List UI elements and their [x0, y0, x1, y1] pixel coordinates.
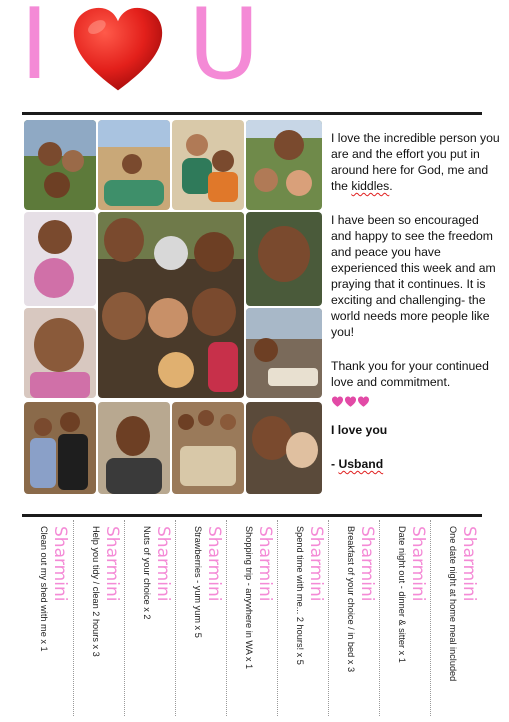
message-paragraph-1: I love the incredible person you are and the effort you put in around here for God, me and the kiddles. — [331, 131, 500, 193]
coupon-text: Help you tidy / clean 2 hours x 3 — [91, 526, 101, 657]
photo-dinner-table — [172, 402, 244, 494]
coupon-name: Sharmini — [357, 526, 377, 602]
signature: - Usband — [331, 457, 384, 471]
coupon-name: Sharmini — [255, 526, 275, 602]
coupon[interactable] — [124, 520, 177, 716]
photo-woman-laughing — [24, 308, 96, 398]
photo-kids-outdoors-wall — [98, 120, 170, 210]
coupon-name: Sharmini — [50, 526, 70, 602]
coupon-text: Breakfast of your choice / in bed x 3 — [346, 526, 356, 673]
sparkling-heart-icon — [331, 396, 344, 408]
coupon[interactable] — [73, 520, 126, 716]
coupon-text: Spend time with me... 2 hours! x 5 — [295, 526, 305, 665]
coupon-name: Sharmini — [153, 526, 173, 602]
photo-outdoor-table-sunset — [246, 308, 322, 398]
coupon[interactable] — [226, 520, 279, 716]
kiddles-word: kiddles — [351, 179, 390, 193]
coupon-name: Sharmini — [408, 526, 428, 602]
photo-collage — [24, 120, 322, 494]
coupon[interactable] — [379, 520, 432, 716]
coupon[interactable] — [430, 520, 483, 716]
love-message — [331, 130, 501, 490]
coupon[interactable] — [22, 520, 74, 716]
coupon-name: Sharmini — [102, 526, 122, 602]
photo-woman-close-up — [246, 212, 322, 306]
coupon-name: Sharmini — [204, 526, 224, 602]
letter-i: I — [20, 0, 49, 102]
banner — [0, 0, 509, 112]
coupon-text: One date night at home meal included — [448, 526, 458, 682]
photo-family-group — [24, 120, 96, 210]
coupon-strip — [22, 520, 482, 720]
coupon-name: Sharmini — [306, 526, 326, 602]
photo-group-selfie — [98, 212, 244, 398]
photo-man-in-room — [98, 402, 170, 494]
coupon-text: Shopping trip - anywhere in WA x 1 — [244, 526, 254, 670]
letter-u: U — [188, 0, 260, 102]
message-paragraph-3: Thank you for your continued love and commitment. — [331, 359, 489, 389]
heart-icon — [70, 4, 166, 100]
sparkling-heart-icon — [357, 396, 370, 408]
coupon-text: Nuts of your choice x 2 — [142, 526, 152, 620]
sparkling-heart-icon — [344, 396, 357, 408]
photo-woman-with-kids-hill — [246, 120, 322, 210]
photo-woman-smiling — [24, 212, 96, 306]
coupon[interactable] — [175, 520, 228, 716]
sparkling-hearts — [331, 396, 501, 408]
coupon-name: Sharmini — [459, 526, 479, 602]
top-divider — [22, 112, 482, 115]
bottom-divider — [22, 514, 482, 517]
photo-woman-and-girl — [24, 402, 96, 494]
photo-kids-cheering — [172, 120, 244, 210]
coupon-text: Date night out - dinner & sitter x 1 — [397, 526, 407, 663]
message-paragraph-2: I have been so encouraged and happy to see the freedom and peace you have experienced this week and am praying that it continues. It is exciting and challenging- the world needs more people like you! — [331, 213, 496, 339]
sign-off: I love you — [331, 423, 388, 437]
coupon[interactable] — [277, 520, 330, 716]
coupon-text: Strawberries - yum yum x 5 — [193, 526, 203, 638]
coupon-text: Clean out my shed with me x 1 — [39, 526, 49, 652]
coupon[interactable] — [328, 520, 381, 716]
photo-woman-with-child — [246, 402, 322, 494]
